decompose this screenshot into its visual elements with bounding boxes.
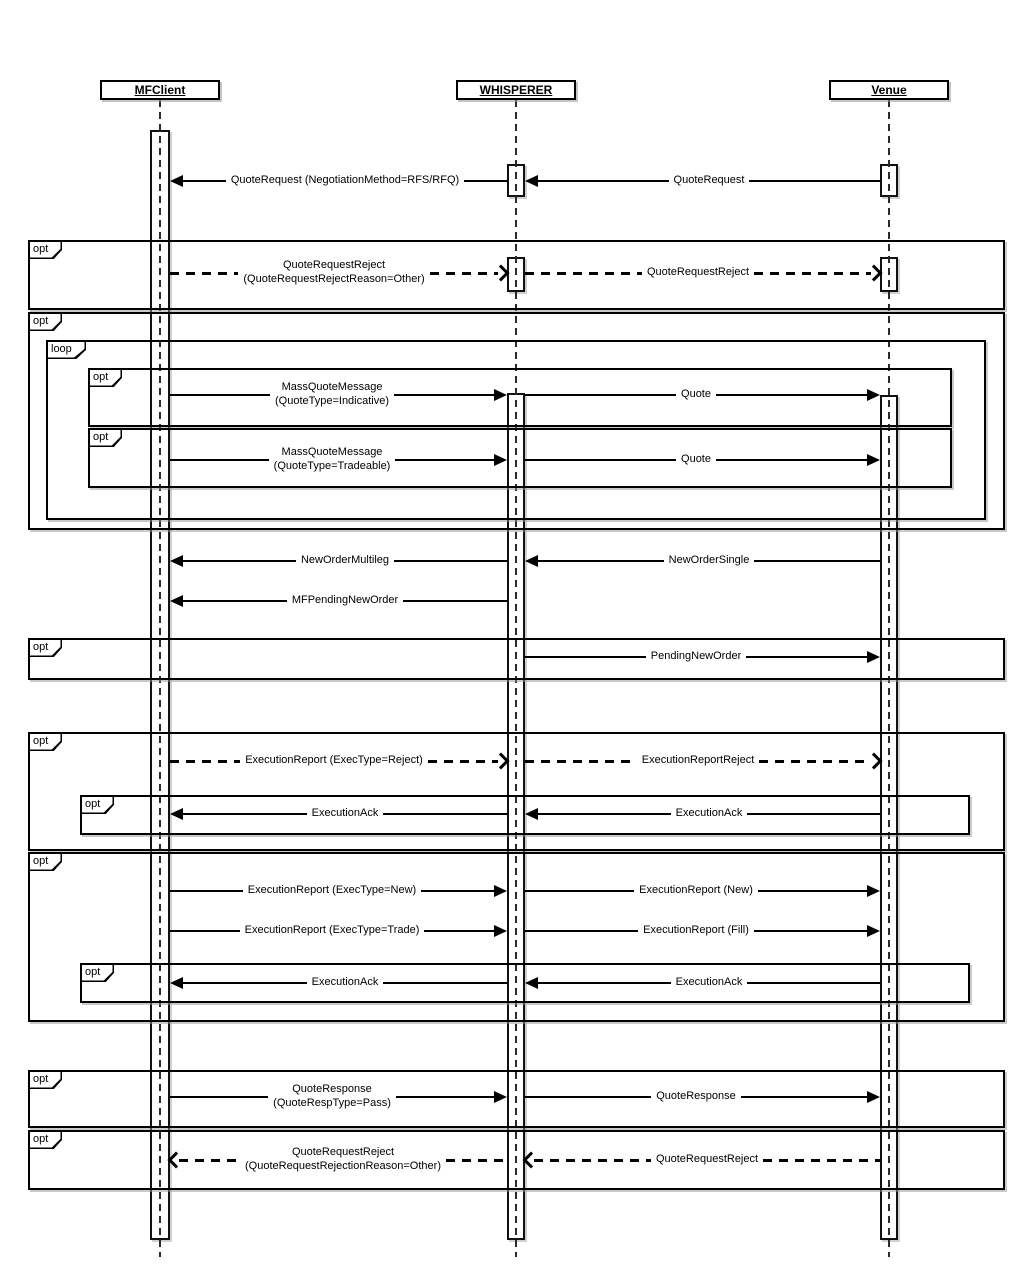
frame-operator-label: opt — [33, 1073, 49, 1085]
frame-operator-label: opt — [85, 798, 101, 810]
participant-label-venue: Venue — [871, 83, 907, 97]
message-executionreport-trade — [170, 915, 507, 947]
message-label: QuoteRequestReject — [655, 1153, 759, 1166]
message-executionack-to-mfclient-2 — [170, 967, 507, 999]
frame-operator-tab — [28, 1130, 62, 1149]
message-quoterequest-to-whisperer — [525, 165, 880, 197]
frame-operator-tab — [46, 340, 86, 359]
filled-arrowhead-left-icon — [525, 977, 538, 989]
message-quoteresponse-venue — [525, 1081, 880, 1113]
frame-operator-tab — [88, 428, 122, 447]
filled-arrowhead-left-icon — [170, 555, 183, 567]
open-arrowhead-right-icon — [493, 265, 510, 282]
message-newordermultileg — [170, 545, 507, 577]
open-arrowhead-right-icon — [866, 265, 883, 282]
participant-label-whisperer: WHISPERER — [479, 83, 553, 97]
filled-arrowhead-left-icon — [525, 555, 538, 567]
filled-arrowhead-left-icon — [170, 175, 183, 187]
message-executionack-to-mfclient-1 — [170, 798, 507, 830]
message-executionack-to-whisperer-2 — [525, 967, 880, 999]
filled-arrowhead-right-icon — [867, 389, 880, 401]
frame-operator-label: opt — [33, 1133, 49, 1145]
filled-arrowhead-left-icon — [170, 977, 183, 989]
frame-operator-label: opt — [93, 431, 109, 443]
filled-arrowhead-left-icon — [170, 808, 183, 820]
frame-operator-label: opt — [33, 315, 49, 327]
participant-box-whisperer — [456, 80, 576, 100]
message-mfpendingneworder — [170, 585, 507, 617]
frame-operator-tab — [88, 368, 122, 387]
filled-arrowhead-right-icon — [494, 925, 507, 937]
open-arrowhead-right-icon — [866, 753, 883, 770]
participant-box-venue — [829, 80, 949, 100]
message-label: ExecutionReportReject — [641, 754, 755, 767]
filled-arrowhead-right-icon — [494, 454, 507, 466]
message-label: MassQuoteMessage (QuoteType=Tradeable) — [273, 446, 391, 472]
frame-operator-label: opt — [33, 735, 49, 747]
frame-operator-label: loop — [51, 343, 72, 355]
frame-operator-label: opt — [33, 641, 49, 653]
message-label: ExecutionReport (ExecType=New) — [247, 884, 417, 897]
message-massquote-indicative — [170, 379, 507, 411]
message-label: ExecutionAck — [675, 976, 743, 989]
message-massquote-tradeable — [170, 444, 507, 476]
message-executionreportreject — [525, 745, 880, 777]
filled-arrowhead-right-icon — [494, 885, 507, 897]
message-label: MassQuoteMessage (QuoteType=Indicative) — [274, 381, 390, 407]
message-label: Quote — [681, 388, 711, 401]
message-label: ExecutionReport (New) — [639, 884, 753, 897]
filled-arrowhead-right-icon — [494, 1091, 507, 1103]
message-quoterequestreject-to-venue — [525, 257, 880, 289]
open-arrowhead-left-icon — [523, 1152, 540, 1169]
message-quoterequest-to-mfclient — [170, 165, 507, 197]
frame-operator-tab — [28, 638, 62, 657]
message-quoterequestreject-to-whisperer — [170, 257, 507, 289]
message-label: MFPendingNewOrder — [291, 594, 399, 607]
message-pendingneworder — [525, 641, 880, 673]
filled-arrowhead-right-icon — [867, 651, 880, 663]
message-quote-1 — [525, 379, 880, 411]
frame-operator-tab — [80, 963, 114, 982]
frame-operator-tab — [28, 852, 62, 871]
message-label: ExecutionAck — [311, 976, 379, 989]
filled-arrowhead-right-icon — [867, 454, 880, 466]
message-label: Quote — [681, 453, 711, 466]
message-label: QuoteRequestReject — [646, 266, 750, 279]
message-label: NewOrderMultileg — [300, 554, 390, 567]
message-newordersingle — [525, 545, 880, 577]
open-arrowhead-left-icon — [168, 1152, 185, 1169]
message-label: PendingNewOrder — [650, 650, 742, 663]
frame-operator-label: opt — [33, 855, 49, 867]
message-label: ExecutionReport (Fill) — [643, 924, 749, 937]
frame-operator-label: opt — [93, 371, 109, 383]
participant-box-mfclient — [100, 80, 220, 100]
filled-arrowhead-right-icon — [867, 885, 880, 897]
message-label: ExecutionAck — [311, 807, 379, 820]
filled-arrowhead-left-icon — [525, 808, 538, 820]
filled-arrowhead-left-icon — [525, 175, 538, 187]
message-label: ExecutionReport (ExecType=Reject) — [245, 754, 423, 767]
message-label: QuoteResponse — [656, 1090, 736, 1103]
message-quote-2 — [525, 444, 880, 476]
message-executionack-to-whisperer-1 — [525, 798, 880, 830]
frame-operator-tab — [28, 312, 62, 331]
frame-operator-tab — [28, 1070, 62, 1089]
open-arrowhead-right-icon — [493, 753, 510, 770]
frame-operator-tab — [28, 240, 62, 259]
message-executionreport-fill — [525, 915, 880, 947]
message-label: QuoteRequestReject (QuoteRequestRejectReason=Other) — [243, 259, 425, 285]
message-label: QuoteResponse (QuoteRespType=Pass) — [273, 1083, 391, 1109]
frame-operator-tab — [80, 795, 114, 814]
message-label: ExecutionAck — [675, 807, 743, 820]
message-executionreport-reject — [170, 745, 507, 777]
filled-arrowhead-left-icon — [170, 595, 183, 607]
filled-arrowhead-right-icon — [867, 925, 880, 937]
message-label: NewOrderSingle — [668, 554, 750, 567]
frame-operator-label: opt — [85, 966, 101, 978]
message-label: QuoteRequest (NegotiationMethod=RFS/RFQ) — [230, 174, 460, 187]
frame-operator-label: opt — [33, 243, 49, 255]
message-quoteresponse-pass — [170, 1081, 507, 1113]
frame-operator-tab — [28, 732, 62, 751]
message-label: ExecutionReport (ExecType=Trade) — [244, 924, 420, 937]
message-executionreport-new-venue — [525, 875, 880, 907]
message-quoterequestreject-final-to-whisperer — [525, 1144, 880, 1176]
participant-label-mfclient: MFClient — [134, 83, 186, 97]
message-quoterequestreject-final-to-mfclient — [170, 1144, 507, 1176]
filled-arrowhead-right-icon — [494, 389, 507, 401]
message-label: QuoteRequestReject (QuoteRequestRejectionReason=Other) — [245, 1146, 441, 1172]
filled-arrowhead-right-icon — [867, 1091, 880, 1103]
message-label: QuoteRequest — [673, 174, 745, 187]
message-executionreport-new — [170, 875, 507, 907]
